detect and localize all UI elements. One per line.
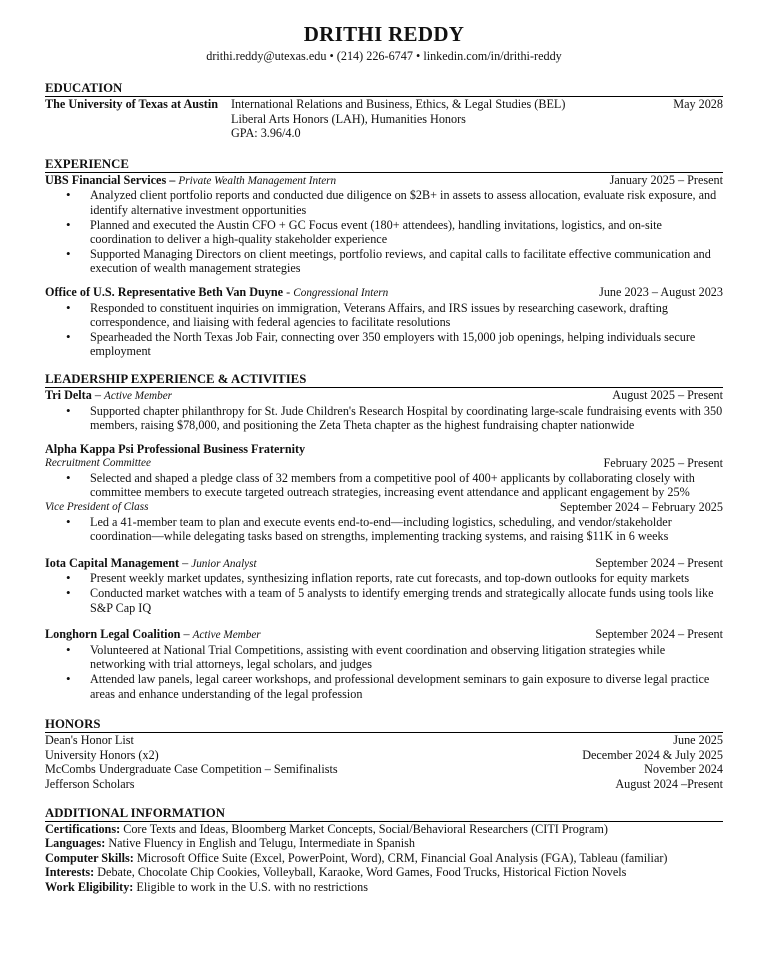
separator: - [283, 284, 294, 299]
role-title: Private Wealth Management Intern [178, 174, 337, 187]
line-text: Core Texts and Ideas, Bloomberg Market Concepts, Social/Behavioral Researchers (CITI Program) [120, 821, 608, 836]
separator: – [180, 627, 193, 642]
bullet-item: • Responded to constituent inquiries on immigration, Veterans Affairs, and IRS issues by researching casework, drafting correspondence, and liaising with federal agencies to facilitate resolutions [45, 301, 723, 330]
separator: – [179, 555, 192, 570]
education-heading: EDUCATION [45, 81, 723, 97]
bullet-item: • Present weekly market updates, synthesizing inflation reports, rate cut forecasts, and top-down outlooks for equity markets [45, 571, 723, 586]
entry-date: September 2024 – Present [595, 627, 723, 642]
graduation-date: May 2028 [673, 97, 723, 111]
gpa-line: GPA: 3.96/4.0 [231, 126, 301, 141]
bullet-item: • Supported chapter philanthropy for St. Jude Children's Research Hospital by coordinating large-scale fundraising events with 350 members, raising $78,000, and positioning the Zeta Theta chapter as the highest fundraising chapter nationwide [45, 404, 723, 433]
bullet-item: • Selected and shaped a pledge class of 32 members from a competitive pool of 400+ applicants by collaborating closely with committee members to execute targeted outreach strategies, increasing event attendance and applicant engagement by 25% [45, 471, 723, 500]
certifications-line [45, 822, 723, 837]
leadership-section [45, 372, 723, 701]
honor-date: August 2024 –Present [615, 776, 723, 791]
bullet-item: • Supported Managing Directors on client meetings, portfolio reviews, and capital calls to facilitate effective communication and execution of wealth management strategies [45, 247, 723, 276]
school-name: The University of Texas at Austin [45, 97, 219, 111]
education-entry [45, 97, 723, 141]
honors-line: Liberal Arts Honors (LAH), Humanities Honors [231, 111, 466, 126]
org-name: UBS Financial Services – [45, 172, 176, 187]
line-text: Eligible to work in the U.S. with no restrictions [133, 879, 368, 894]
experience-entry-congress [45, 285, 723, 359]
line-label: Languages: [45, 836, 106, 851]
role-title: Active Member [192, 629, 261, 642]
honor-row [45, 777, 723, 792]
honor-date: November 2024 [644, 762, 723, 777]
separator: – [91, 387, 105, 402]
leadership-entry-tri-delta [45, 388, 723, 433]
honor-row [45, 762, 723, 777]
experience-entry-ubs [45, 173, 723, 276]
line-text: Native Fluency in English and Telugu, Intermediate in Spanish [105, 836, 415, 851]
honor-name: University Honors (x2) [45, 747, 159, 762]
honor-name: Dean's Honor List [45, 733, 134, 748]
leadership-entry-iota [45, 556, 723, 615]
entry-date: June 2023 – August 2023 [599, 284, 723, 299]
honor-date: December 2024 & July 2025 [582, 747, 723, 762]
contact-line: drithi.reddy@utexas.edu • (214) 226-6747 • linkedin.com/in/drithi-reddy [206, 49, 562, 63]
honors-section [45, 717, 723, 791]
bullet-item: • Volunteered at National Trial Competitions, assisting with event coordination and observing litigation strategies while networking with trial attorneys, legal scholars, and judges [45, 643, 723, 672]
org-name: Tri Delta [45, 387, 92, 402]
line-label: Work Eligibility: [45, 879, 134, 894]
bullet-item: • Analyzed client portfolio reports and conducted due diligence on $2B+ in assets to assess allocation, evaluate risk exposure, and identify alternative investment opportunities [45, 188, 723, 217]
org-name: Office of U.S. Representative Beth Van Duyne [45, 284, 284, 299]
org-name: Longhorn Legal Coalition [45, 627, 181, 642]
line-text: Microsoft Office Suite (Excel, PowerPoint, Word), CRM, Financial Goal Analysis (FGA), Tableau (familiar) [133, 850, 668, 865]
leadership-entry-akpsi [45, 442, 723, 544]
languages-line [45, 836, 723, 851]
education-details [231, 97, 673, 141]
education-section [45, 81, 723, 141]
role-title: Vice President of Class [45, 501, 149, 514]
interests-line [45, 865, 723, 880]
leadership-heading: LEADERSHIP EXPERIENCE & ACTIVITIES [45, 372, 723, 388]
leadership-entry-longhorn [45, 627, 723, 701]
role-title: Recruitment Committee [45, 457, 151, 470]
org-name: Alpha Kappa Psi Professional Business Fraternity [45, 441, 306, 456]
role-title: Active Member [104, 389, 173, 402]
computer-skills-line [45, 851, 723, 866]
honor-row [45, 748, 723, 763]
entry-date: September 2024 – February 2025 [559, 500, 723, 515]
line-label: Certifications: [45, 821, 121, 836]
degree-line: International Relations and Business, Ethics, & Legal Studies (BEL) [231, 97, 566, 111]
entry-date: February 2025 – Present [603, 456, 723, 471]
org-name: Iota Capital Management [45, 555, 180, 570]
bullet-item: • Spearheaded the North Texas Job Fair, connecting over 350 employers with 15,000 job openings, helping individuals secure employment [45, 330, 723, 359]
entry-date: August 2025 – Present [612, 387, 723, 402]
honor-name: Jefferson Scholars [45, 776, 135, 791]
role-title: Junior Analyst [191, 557, 257, 570]
role-title: Congressional Intern [293, 286, 389, 299]
additional-heading: ADDITIONAL INFORMATION [45, 806, 723, 822]
experience-heading: EXPERIENCE [45, 157, 723, 173]
honor-row [45, 733, 723, 748]
line-label: Computer Skills: [45, 850, 134, 865]
entry-date: September 2024 – Present [595, 555, 723, 570]
experience-section [45, 157, 723, 359]
line-text: Debate, Chocolate Chip Cookies, Volleyball, Karaoke, Word Games, Food Trucks, Historical Fiction Novels [94, 865, 627, 880]
bullet-item: • Planned and executed the Austin CFO + GC Focus event (180+ attendees), handling invitations, logistics, and on-site coordination to deliver a high-quality stakeholder experience [45, 218, 723, 247]
entry-date: January 2025 – Present [609, 172, 723, 187]
bullet-item: • Attended law panels, legal career workshops, and professional development seminars to gain exposure to diverse legal practice areas and enhance understanding of the legal profession [45, 672, 723, 701]
line-label: Interests: [45, 865, 95, 880]
candidate-name: DRITHI REDDY [303, 22, 465, 46]
work-eligibility-line [45, 880, 723, 895]
honor-name: McCombs Undergraduate Case Competition – Semifinalists [45, 762, 338, 777]
additional-section [45, 806, 723, 895]
bullet-item: • Conducted market watches with a team of 5 analysts to identify emerging trends and strategically allocate funds using tools like S&P Cap IQ [45, 586, 723, 615]
bullet-item: • Led a 41-member team to plan and execute events end-to-end—including logistics, scheduling, and vendor/stakeholder coordination—while delegating tasks based on strengths, implementing tracking systems, and raising $11K in 6 weeks [45, 515, 723, 544]
honors-heading: HONORS [45, 717, 723, 733]
honor-date: June 2025 [673, 733, 723, 748]
